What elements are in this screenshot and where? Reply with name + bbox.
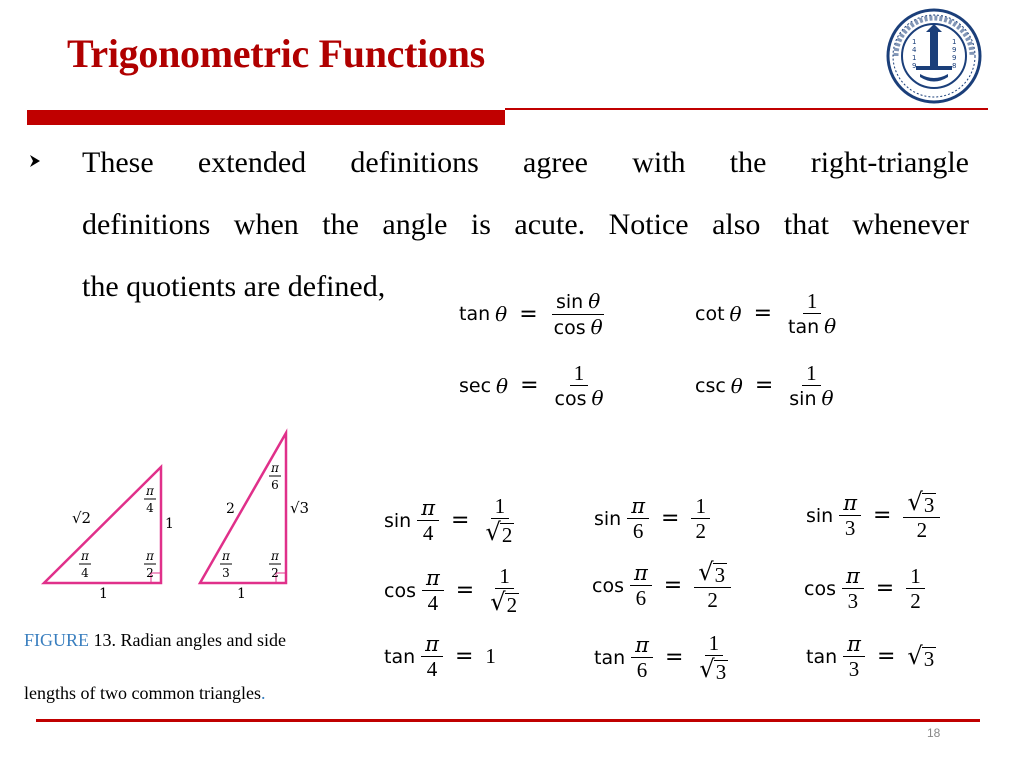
svg-text:8: 8 [952,62,957,70]
right-bottom-label: 1 [237,586,246,602]
angle-pi-over-3 [220,549,232,580]
svg-text:2: 2 [146,566,154,580]
header-rule-thin [505,108,988,110]
svg-text:9: 9 [952,54,957,62]
identity-csc: csc θ = $\frac{1}{\text{sin θ}}$ [695,361,834,411]
angle-pi-over-6 [269,461,281,492]
left-side-label: 1 [165,516,174,532]
svg-text:4: 4 [81,566,89,580]
svg-text:4: 4 [912,46,917,54]
left-hyp-label: √2 [72,509,92,527]
angle-pi-over-2-right [269,549,281,580]
triangle-45 [44,467,161,583]
value-tan-pi-4: tan $\frac{\pi}{4}$ = 1 [384,632,496,682]
right-hyp-label: 2 [226,501,235,517]
svg-text:9: 9 [912,62,917,70]
svg-text:2: 2 [271,566,279,580]
svg-text:9: 9 [952,46,957,54]
svg-text:1: 1 [912,54,917,62]
svg-text:π: π [271,461,279,475]
value-cos-pi-3: cos $\frac{\pi}{3}$ = $\frac{1}{2}$ [804,565,925,612]
value-sin-pi-4: sin $\frac{\pi}{4}$ = 1 √ 2 [384,494,513,548]
value-sin-pi-3: sin $\frac{\pi}{3}$ = √ 3 2 [806,490,940,541]
college-seal-logo [886,8,982,104]
angle-pi-over-2-left [144,549,156,580]
value-sin-pi-6: sin $\frac{\pi}{6}$ = $\frac{1}{2}$ [594,495,710,542]
right-side-label: √3 [290,499,310,517]
arrow-bullet-icon [28,154,42,168]
identity-tan: tan θ = $\frac{\text{sin θ}}{\text{cos θ}}$ [459,289,603,339]
paragraph-line-2: definitions when the angle is acute. Notice also that whenever [82,208,969,241]
header-rule-thick [27,110,505,125]
value-tan-pi-6: tan $\frac{\pi}{6}$ = 1 √ 3 [594,631,727,685]
page-number: 18 [927,726,941,740]
triangles-figure [30,425,360,605]
figure-label: FIGURE [24,630,90,650]
figure-caption-line-2: lengths of two common triangles. [24,683,266,703]
page-title: Trigonometric Functions [67,31,485,76]
value-cos-pi-4: cos $\frac{\pi}{4}$ = 1 √ 2 [384,564,518,618]
identity-sec: sec θ = $\frac{1}{\text{cos θ}}$ [459,361,604,411]
svg-text:π: π [146,484,154,498]
svg-text:π: π [81,549,89,563]
svg-text:1: 1 [912,38,917,46]
svg-text:π: π [146,549,154,563]
angle-pi-over-4-top [144,484,156,515]
svg-text:6: 6 [271,478,279,492]
svg-text:1: 1 [952,38,957,46]
figure-caption-line-1: FIGURE 13. Radian angles and side [24,630,286,650]
value-cos-pi-6: cos $\frac{\pi}{6}$ = √ 3 2 [592,560,731,611]
paragraph-line-1: These extended definitions agree with the right-triangle [82,146,969,179]
left-bottom-label: 1 [99,586,108,602]
value-tan-pi-3: tan $\frac{\pi}{3}$ = √ 3 [806,632,935,682]
paragraph-line-3: the quotients are defined, [82,270,386,303]
svg-text:4: 4 [146,501,154,515]
svg-text:3: 3 [222,566,230,580]
footer-rule [36,719,980,722]
svg-text:π: π [222,549,230,563]
svg-text:π: π [271,549,279,563]
identity-cot: cot θ = $\frac{1}{\text{tan θ}}$ [695,289,837,339]
angle-pi-over-4-bottom [79,549,91,580]
